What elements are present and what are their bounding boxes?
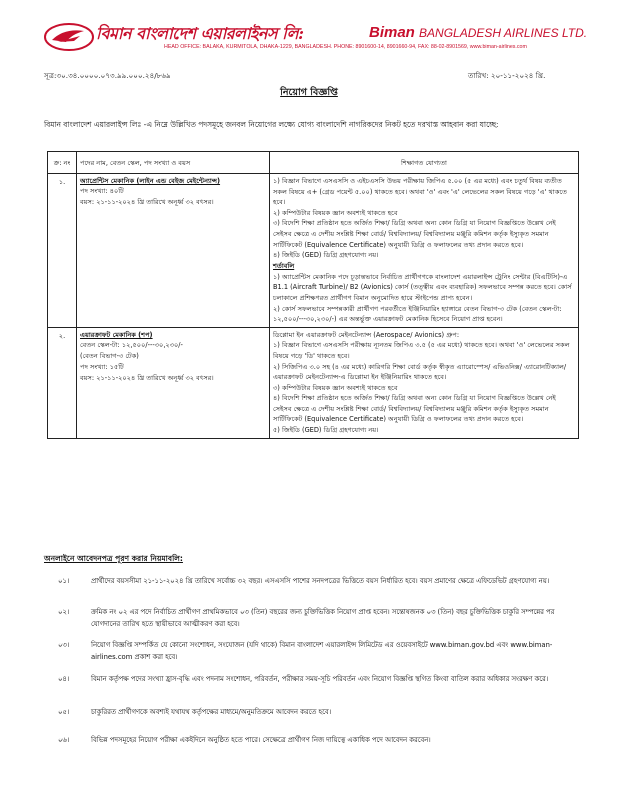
rule-number: ০৪। xyxy=(58,675,70,683)
head-office-address: HEAD OFFICE: BALAKA, KURMITOLA, DHAKA-1229, BANGLADESH. PHONE: 8901600-14, 8901660-94, FAX: 88-02-8901569, www.biman-airlines.com xyxy=(164,44,527,50)
row2-age: বয়স: ২১-১১-২০২৪ খ্রি তারিখে অনূর্ধ্ব ৩২ বৎসর। xyxy=(80,373,214,382)
row1-conditions-heading: শর্তাবলি xyxy=(273,261,295,270)
rule-text: প্রার্থীদের বয়সসীমা ২১-১১-২০২৪ খ্রি তারিখে সর্বোচ্চ ৩২ বছর। এসএসসি পাশের সনদপত্রের ভিত্তিতে বয়স নির্ধারিত হবে। বয়স প্রমাণের ক্ষেত্রে এফিডেভিট গ্রহণযোগ্য নয়। xyxy=(91,577,550,585)
rule-item xyxy=(44,576,579,588)
row1-serial: ১. xyxy=(48,174,77,328)
rule-number: ০৬। xyxy=(58,736,70,744)
brand-name-bangla: বিমান বাংলাদেশ এয়ারলাইনস লি: xyxy=(96,24,304,43)
row2-salary: বেতন স্কেল-টা: ১২,৫০০/---৩০,২৩০/- xyxy=(80,340,183,349)
rule-number: ০১। xyxy=(58,577,70,585)
intro-paragraph: বিমান বাংলাদেশ এয়ারলাইন্স লিঃ -এ নিম্নে উল্লিখিত পদসমূহে জনবল নিয়োগের লক্ষ্যে যোগ্য বাংলাদেশি নাগরিকদের নিকট হতে দরখাস্ত আহবান করা যাচ্ছে: xyxy=(44,120,499,129)
rule-number: ০৫। xyxy=(58,708,70,716)
rule-number: ০৩। xyxy=(58,641,70,649)
row2-qual-1: ১) বিজ্ঞান বিভাগে এসএসসি পরীক্ষায় ন্যূনতম জিপিএ ৩.৫ (৫ এর মধ্যে) থাকতে হবে। অথবা 'ও' লেভেলের সকল বিষয়ে গড়ে 'ডি' থাকতে হবে। xyxy=(273,341,570,360)
rule-item xyxy=(44,707,579,719)
row2-qual-3: ৩) কম্পিউটার বিষয়ক জ্ঞান অবশ্যই থাকতে হবে xyxy=(273,383,398,392)
letterhead xyxy=(44,20,588,54)
row2-qualification xyxy=(270,327,579,438)
notice-title xyxy=(0,86,618,101)
notice-title-text: নিয়োগ বিজ্ঞপ্তি xyxy=(280,87,338,98)
table-row xyxy=(48,327,579,438)
rule-item xyxy=(44,607,579,630)
brand-rest: BANGLADESH AIRLINES LTD. xyxy=(419,26,588,40)
row1-qual-1: ১) বিজ্ঞান বিভাগে এসএসসি ও এইচএসসি উভয় পরীক্ষায় জিপিএ ৫.০০ (৫ এর মধ্যে) এবং চতুর্থ বিষয় ব্যতীত সকল বিষয়ে এ+ (গ্রেড পয়েন্ট ৫.০০) থাকতে হবে। অথবা 'ও' এবং 'এ' লেভেলের সকল বিষয়ে গড়ে 'এ' থাকতে হবে। xyxy=(273,177,567,207)
rule-text: ক্রমিক নং ০২ এর পদে নির্বাচিত প্রার্থীগণ প্রাথমিকভাবে ০৩ (তিন) বছরের জন্য চুক্তিভিত্তিক নিয়োগ প্রাপ্ত হবেন। সন্তোষজনক ০৩ (তিন) বছর চুক্তিভিত্তিক চাকুরি সম্পন্নের পর যোগদানের তারিখ হতে স্থায়ীভাবে আত্মীকরণ করা হবে। xyxy=(91,608,555,628)
job-table xyxy=(47,151,579,439)
row1-posts-count: পদ সংখ্যা: ৪০টি xyxy=(80,187,124,195)
row1-condition-1: ১) অ্যাপ্রেন্টিস মেকানিক পদে চূড়ান্তভাবে নির্বাচিত প্রার্থীগণকে বাংলাদেশ এয়ারলাইন্স ট্রেনিং সেন্টার (বিএটিসি)-এ B1.1 (Aircraft Turbine)/ B2 (Avionics) কোর্স (তত্ত্বীয় এবং ব্যবহারিক) সফলভাবে সম্পন্ন করতে হবে। কোর্স চলাকালে প্রশিক্ষণরত প্রার্থীগণ বিমান অনুমোদিত হারে স্টাইপেন্ড প্রাপ্য হবেন। xyxy=(273,272,572,302)
row2-grade: (বেতন বিভাগ-৩ টেক) xyxy=(80,351,139,360)
rule-item xyxy=(44,674,579,686)
header-serial: ক্র: নং xyxy=(48,152,77,174)
row1-qual-2: ২) কম্পিউটার বিষয়ক জ্ঞান অবশ্যই থাকতে হবে xyxy=(273,208,398,217)
row2-post-name: এয়ারক্রাফট মেকানিক (শপ) xyxy=(80,330,153,339)
header-post: পদের নাম, বেতন স্কেল, পদ সংখ্যা ও বয়স xyxy=(77,152,270,174)
row1-age: বয়স: ২১-১১-২০২৪ খ্রি তারিখে অনূর্ধ্ব ৩২ বৎসর। xyxy=(80,198,214,206)
row2-post xyxy=(77,327,270,438)
row2-serial: ২. xyxy=(48,327,77,438)
rules-heading: অনলাইনে আবেদনপত্র পূরণ করার নিয়মাবলি: xyxy=(44,554,183,563)
rule-text: নিয়োগ বিজ্ঞপ্তি সম্পর্কিত যে কোনো সংশোধন, সংযোজন (যদি থাকে) বিমান বাংলাদেশ এয়ারলাইন্স লিমিটেড এর ওয়েবসাইটে www.biman.gov.bd এবং www.biman-airlines.com প্রকাশ করা হবে। xyxy=(91,641,553,661)
row1-qualification xyxy=(270,174,579,328)
rule-item xyxy=(44,640,579,663)
rule-number: ০২। xyxy=(58,608,70,616)
row1-post-name: অ্যাপ্রেন্টিস মেকানিক (লাইন এন্ড বেইজ মেইন্টেন্যান্স) xyxy=(80,177,221,185)
brand-name-english xyxy=(369,24,587,41)
row2-qual-heading: ডিপ্লোমা ইন এয়ারক্রাফট মেইনটেন্যান্স (Aerospace/ Avionics) গ্রুপ: xyxy=(273,330,460,339)
header-qualification: শিক্ষাগত যোগ্যতা xyxy=(270,152,579,174)
row1-qual-3: ৩) বিদেশি শিক্ষা প্রতিষ্ঠান হতে অর্জিত শিক্ষা/ ডিগ্রি অথবা অন্য কোন ডিগ্রি যা নিয়োগ বিজ্ঞপ্তিতে উল্লেখ নেই সেইসব ক্ষেত্রে এ দেশীয় সংশ্লিষ্ট শিক্ষা বোর্ড/ বিশ্ববিদ্যালয়/ বিশ্ববিদ্যালয় মঞ্জুরি কমিশন কর্তৃক ইস্যুকৃত সমমান সার্টিফিকেট (Equivalence Certificate) অনুযায়ী ডিগ্রি ও ফলাফলের তথ্য প্রদান করতে হবে। xyxy=(273,219,556,249)
row2-posts-count: পদ সংখ্যা: ১৫টি xyxy=(80,362,124,371)
row1-condition-2: ২) কোর্স সফলভাবে সম্পন্নকারী প্রার্থীগণ পরবর্তীতে ইঞ্জিনিয়ারিং হ্যাঙ্গারে বেতন বিভাগ-৩ টেক (বেতন স্কেল-টা: ১২,৫০০/---৩০,২৩০/-) এর অন্তর্ভুক্ত এয়ারক্রাফট মেকানিক হিসেবে নিয়োগ প্রাপ্ত হবেন। xyxy=(273,304,562,324)
row2-qual-4: ৪) বিদেশি শিক্ষা প্রতিষ্ঠান হতে অর্জিত শিক্ষা/ ডিগ্রি অথবা অন্য কোন ডিগ্রি যা নিয়োগ বিজ্ঞপ্তিতে উল্লেখ নেই সেইসব ক্ষেত্রে এ দেশীয় সংশ্লিষ্ট শিক্ষা বোর্ড/ বিশ্ববিদ্যালয়/ বিশ্ববিদ্যালয় মঞ্জুরি কমিশন কর্তৃক ইস্যুকৃত সমমান সার্টিফিকেট (Equivalence Certificate) অনুযায়ী ডিগ্রি ও ফলাফলের তথ্য প্রদান করতে হবে। xyxy=(273,394,556,424)
rule-item xyxy=(44,735,579,747)
row1-qual-4: ৪) জিইডি (GED) ডিগ্রি গ্রহণযোগ্য নয়। xyxy=(273,251,379,260)
brand-biman: Biman xyxy=(369,24,415,41)
table-row xyxy=(48,174,579,328)
memo-date: তারিখ: ২০-১১-২০২৪ খ্রি. xyxy=(468,71,546,80)
row2-qual-5: ৫) জিইডি (GED) ডিগ্রি গ্রহণযোগ্য নয়। xyxy=(273,426,379,435)
rule-text: বিভিন্ন পদসমূহের নিয়োগ পরীক্ষা একইদিনে অনুষ্ঠিত হতে পারে। সেক্ষেত্রে প্রার্থীগণ নিজ দায়িত্বে একাধিক পদে আবেদন করবেন। xyxy=(91,736,431,744)
biman-logo-icon xyxy=(44,22,94,52)
row2-qual-2: ২) সিজিপিএ ৩.০ সহ (৪ এর মধ্যে) কারিগরি শিক্ষা বোর্ড কর্তৃক স্বীকৃত এ্যারোস্পেস/ এভিওনিক্স/ এ্যারোনটিক্যাল/এয়ারক্রাফট মেইনটেন্যান্স-এ ডিপ্লোমা ইন ইঞ্জিনিয়ারিং থাকতে হবে। xyxy=(273,362,567,382)
rule-text: চাকুরিরত প্রার্থীগণকে অবশ্যই যথাযথ কর্তৃপক্ষের মাধ্যমে/অনুমতিক্রমে আবেদন করতে হবে। xyxy=(91,708,332,716)
table-header-row xyxy=(48,152,579,174)
row1-post xyxy=(77,174,270,328)
rule-text: বিমান কর্তৃপক্ষ পদের সংখ্যা হ্রাস-বৃদ্ধি এবং পদনাম সংশোধন, পরিবর্তন, পরীক্ষার সময়-সূচি পরিবর্তন এবং নিয়োগ বিজ্ঞপ্তি স্থগিত কিংবা বাতিল করার অধিকার সংরক্ষণ করে। xyxy=(91,675,549,683)
memo-reference: সূত্র:৩০.৩৪.০০০০.০৭৩.৯৯.০০০.২৪/৮৬৯ xyxy=(44,71,171,80)
